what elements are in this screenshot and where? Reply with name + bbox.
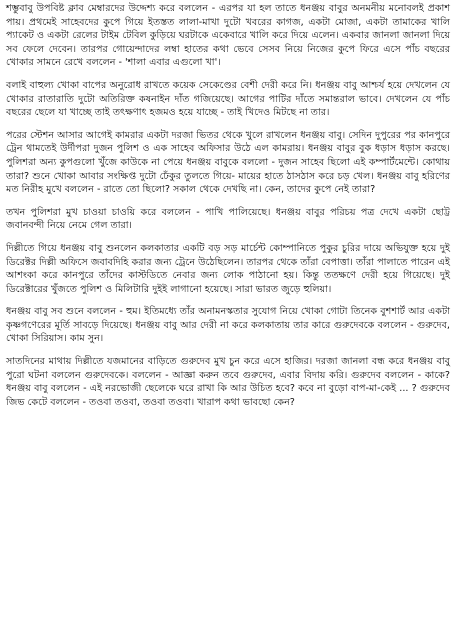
paragraph-3: পরের স্টেশন আসার আগেই কামরার একটা দরজা ভিতর থেকে খুলে রাখলেন ধনঞ্জয় বাবু। সেদিন দুপুরের পর কানপুরে ট্রেন থামতেই উর্দীপরা দুজন পুলিশ ও এক সাহেব অফিসার উঠে এল কামরায়। ধনঞ্জয় বাবুর বুক ধড়াস ধড়াস করছে। পুলিশরা অন্য কুপগুলো খুঁজে কাউকে না পেয়ে ধনঞ্জয় বাবুকে বললো - দুজন সাহেব ছিলো এই কম্পার্টমেন্টে। কোথায় তারা? শুনে খোকা আবার সংক্ষিপ্ত দুটো ঢেঁকুর তুলতে গিয়ে- মায়ের হাতে ঠাসঠাস করে চড় খেল। ধনঞ্জয় বাবু হরিণের মত নিরীহ মুখে বললেন - রাতে তো ছিলো? সকাল থেকে দেখছি না। কেন, তাদের কুপে নেই তারা? — [6, 129, 450, 196]
paragraph-1: শম্ভুবাবু উপবিষ্ট ক্লাব মেম্বারদের উদ্দেশ্য করে বললেন - এরপর যা হল তাতে ধনঞ্জয় বাবুর অনমনীয় মনোবলই প্রকাশ পায়। প্রথমেই সাহেবদের কুপে গিয়ে ইতস্তত লালা-মাখা দুটো খবরের কাগজ, একটা মোজা, একটা তামাকের খালি প্যাকেট ও একটা রেলের টাইম টেবিল কুড়িয়ে ঘরটাকে একেবারে খালি করে দিয়ে এলেন। একবার জানলা জানলা দিয়ে সব ফেলে দেবেন। তারপর গোয়েন্দাদের লম্বা হাতের কথা ভেবে সেসব নিয়ে নিজের কুপে ফিরে এসে পাঁচ বছরের খোকার সামনে রেখে বললেন - 'শালা এবার এগুলো খা'। — [6, 3, 450, 69]
paragraph-2: বলাই বাহুল্য খোকা বাপের অনুরোধ রাখতে কয়েক সেকেণ্ডের বেশী দেরী করে নি। ধনঞ্জয় বাবু আশ্চর্য হয়ে দেখলেন যে খোকার রাতারাতি দুটো অতিরিক্ত কষনাইন দাঁত গজিয়েছে। আগের পাটির দাঁতে সমান্তরাল ভাবে। দেখলেন যে পাঁচ বছরের ছেলে যা খাচ্ছে তাই তৎক্ষণাৎ হজমও হয়ে যাচ্ছে - তাই খিদেও মিটছে না তার। — [6, 79, 450, 119]
paragraph-5: দিল্লীতে গিয়ে ধনঞ্জয় বাবু শুনলেন কলকাতার একটি বড় সড় মার্চেন্ট কোম্পানিতে পুকুর চুরির দায়ে অভিযুক্ত হয়ে দুই ডিরেক্টর দিল্লী অফিসে জবাবদিহি করার জন্য ট্রেনে উঠেছিলেন। তারপর থেকে তাঁরা বেপাত্তা। তাঁরা পালাতে পারেন এই আশংকা করে কানপুরে তাঁদের কাস্টডিতে নেবার জন্য লোক পাঠানো হয়। কিন্তু ততক্ষণে দেরী হয়ে গিয়েছে। দুই ডিরেক্টারের খুঁজতে পুলিশ ও মিলিটারি দুইই লাগানো হয়েছে। সারা ভারত জুড়ে হুলিয়া। — [6, 242, 450, 295]
paragraph-7: সাতদিনের মাথায় দিল্লীতে যজমানের বাড়িতে গুরুদেব মুখ চুন করে এসে হাজির। দরজা জানলা বন্ধ করে ধনঞ্জয় বাবু পুরো ঘটনা বললেন গুরুদেবকে। বললেন - আজ্ঞা করুন তবে গুরুদেব, এবার বিদায় করি। গুরুদেব বললেন - কাকে? ধনঞ্জয় বাবু বললেন - এই নরভোজী ছেলেকে ঘরে রাখা কি আর উচিত হবে? কবে না বুড়ো বাপ-মা-কেই ... ? গুরুদেব জিভ কেটে বললেন - তওবা তওবা, তওবা তওবা। খারাপ কথা ভাবছো কেন? — [6, 356, 450, 408]
paragraph-6: ধনঞ্জয় বাবু সব শুনে বললেন - হুম। ইতিমধ্যে তাঁর অনামনস্কতার সুযোগ নিয়ে খোকা গোটা তিনেক বুশশার্ট আর একটা কৃষ্ণগণেরের মূর্তি সাবড়ে দিয়েছে। ধনঞ্জয় বাবু আর দেরী না করে কলকাতায় তার কারে গুরুদেবকে বললেন - গুরুদেব, খোকা সিরিয়াস। কাম সুন। — [6, 306, 450, 345]
paragraph-4: তখন পুলিশরা মুখ চাওয়া চাওয়ি করে বললেন - পাখি পালিয়েছে। ধনঞ্জয় বাবুর পরিচয় পত্র দেখে একটা ছোট্ট জবানবন্দী নিয়ে নেমে গেল তারা। — [6, 206, 450, 232]
